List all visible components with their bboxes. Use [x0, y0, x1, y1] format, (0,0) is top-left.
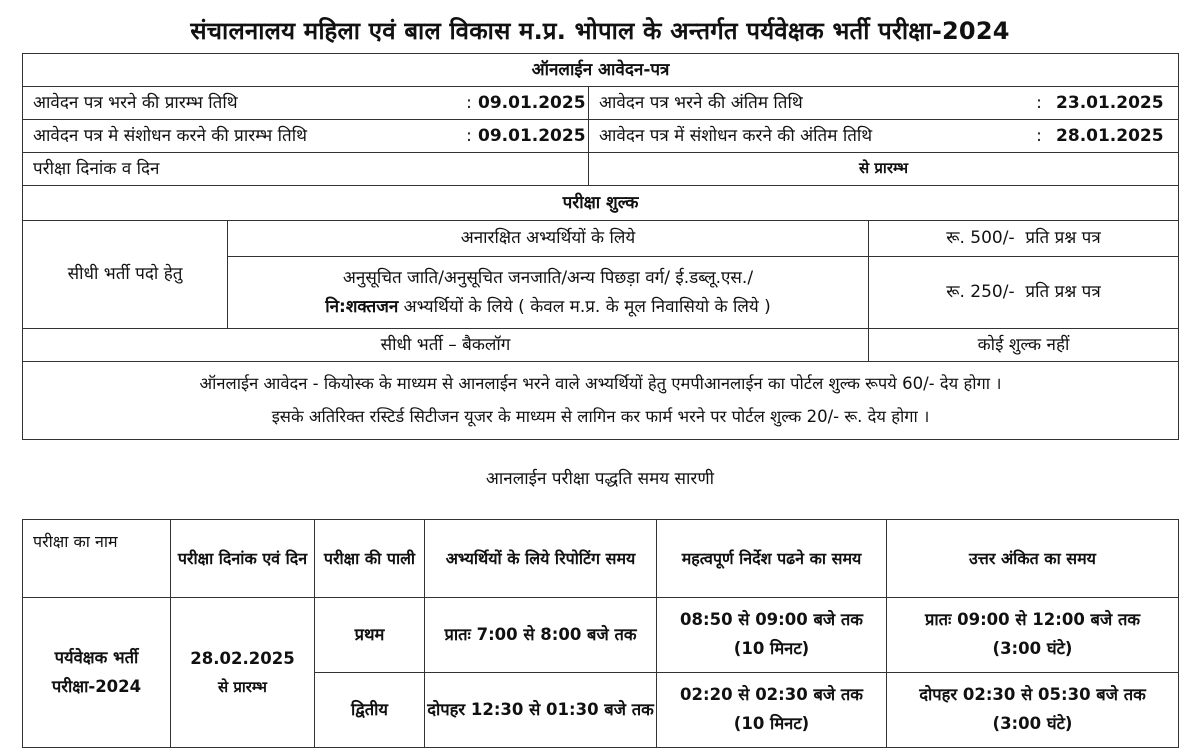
answer-time [887, 673, 1179, 748]
shift-name: प्रथम [315, 598, 425, 673]
exam-date [171, 598, 315, 748]
backlog-fee: कोई शुल्क नहीं [869, 329, 1179, 362]
colon: : [1036, 125, 1042, 146]
instruction-duration: (10 मिनट) [733, 639, 810, 658]
correction-end-label: आवेदन पत्र में संशोधन करने की अंतिम तिथि [599, 125, 873, 146]
application-start-row [23, 87, 589, 120]
col-answer-time: उत्तर अंकित का समय [887, 520, 1179, 598]
application-end-row [589, 87, 1179, 120]
reserved-fee [869, 257, 1179, 329]
exam-date-label: परीक्षा दिनांक व दिन [23, 153, 589, 186]
answer-time-range: दोपहर 02:30 से 05:30 बजे तक [919, 685, 1146, 705]
direct-recruitment-label: सीधी भर्ती पदो हेतु [23, 221, 228, 329]
portal-fee-note-line-2: इसके अतिरिक्त रस्टिर्ड सिटीजन यूजर के माध्यम से लागिन कर फार्म भरने पर पोर्टल शुल्क 20/- रू. देय होगा । [271, 406, 930, 426]
application-fee-table [22, 53, 1179, 440]
answer-duration: (3:00 घंटे) [992, 639, 1073, 658]
col-shift: परीक्षा की पाली [315, 520, 425, 598]
instruction-time [657, 598, 887, 673]
reserved-fee-amount: रू. 250/- [946, 282, 1015, 303]
reporting-time: प्रातः 7:00 से 8:00 बजे तक [425, 598, 657, 673]
correction-end-row [589, 120, 1179, 153]
instruction-time [657, 673, 887, 748]
correction-start-label: आवेदन पत्र मे संशोधन करने की प्रारम्भ तिथि [33, 125, 308, 146]
colon: : [466, 125, 472, 146]
exam-date-value: से प्रारम्भ [589, 153, 1179, 186]
instruction-time-range: 02:20 से 02:30 बजे तक [680, 685, 863, 705]
unreserved-fee-amount: रू. 500/- [946, 228, 1015, 249]
col-exam-date: परीक्षा दिनांक एवं दिन [171, 520, 315, 598]
reserved-line-2: अभ्यर्थियों के लिये ( केवल म.प्र. के मूल निवासियो के लिये ) [403, 296, 771, 317]
shift-name: द्वितीय [315, 673, 425, 748]
schedule-heading: आनलाईन परीक्षा पद्धति समय सारणी [485, 469, 715, 489]
col-instruction-time: महत्वपूर्ण निर्देश पढने का समय [657, 520, 887, 598]
online-form-heading: ऑनलाईन आवेदन-पत्र [23, 54, 1179, 87]
application-start-date: 09.01.2025 [478, 92, 586, 113]
col-reporting-time: अभ्यर्थियों के लिये रिपोटिंग समय [425, 520, 657, 598]
colon: : [1036, 92, 1042, 113]
portal-fee-note-line-1: ऑनलाईन आवेदन - कियोस्क के माध्यम से आनलाईन भरने वाले अभ्यर्थियों हेतु एमपीआनलाईन का पोर्टल शुल्क रूपये 60/- देय होगा । [199, 374, 1002, 394]
exam-schedule-table [22, 519, 1179, 748]
reserved-fee-unit: प्रति प्रश्न पत्र [1025, 282, 1101, 303]
exam-name: पर्यवेक्षक भर्ती परीक्षा-2024 [23, 598, 171, 748]
exam-date-value: 28.02.2025 [190, 648, 295, 668]
unreserved-label: अनारक्षित अभ्यर्थियों के लिये [228, 221, 869, 257]
application-end-date: 23.01.2025 [1056, 92, 1164, 113]
reserved-line-1: अनुसूचित जाति/अनुसूचित जनजाति/अन्य पिछड़ा वर्ग/ ई.डब्लू.एस./ [342, 267, 754, 288]
fee-heading: परीक्षा शुल्क [23, 186, 1179, 221]
answer-time [887, 598, 1179, 673]
correction-end-date: 28.01.2025 [1056, 125, 1164, 146]
exam-date-suffix: से प्रारम्भ [218, 677, 267, 696]
colon: : [466, 92, 472, 113]
backlog-label: सीधी भर्ती – बैकलॉग [23, 329, 869, 362]
answer-duration: (3:00 घंटे) [992, 714, 1073, 733]
portal-fee-note [23, 362, 1179, 440]
col-exam-name: परीक्षा का नाम [23, 520, 171, 598]
reserved-line-2-bold: नि:शक्तजन [325, 296, 399, 317]
reserved-label [228, 257, 869, 329]
correction-start-row [23, 120, 589, 153]
application-start-label: आवेदन पत्र भरने की प्रारम्भ तिथि [33, 92, 238, 113]
answer-time-range: प्रातः 09:00 से 12:00 बजे तक [924, 610, 1141, 630]
correction-start-date: 09.01.2025 [478, 125, 586, 146]
page-title: संचालनालय महिला एवं बाल विकास म.प्र. भोपाल के अन्तर्गत पर्यवेक्षक भर्ती परीक्षा-2024 [190, 17, 1010, 45]
application-end-label: आवेदन पत्र भरने की अंतिम तिथि [599, 92, 803, 113]
instruction-time-range: 08:50 से 09:00 बजे तक [680, 610, 863, 630]
unreserved-fee [869, 221, 1179, 257]
instruction-duration: (10 मिनट) [733, 714, 810, 733]
unreserved-fee-unit: प्रति प्रश्न पत्र [1025, 228, 1101, 249]
reporting-time: दोपहर 12:30 से 01:30 बजे तक [425, 673, 657, 748]
